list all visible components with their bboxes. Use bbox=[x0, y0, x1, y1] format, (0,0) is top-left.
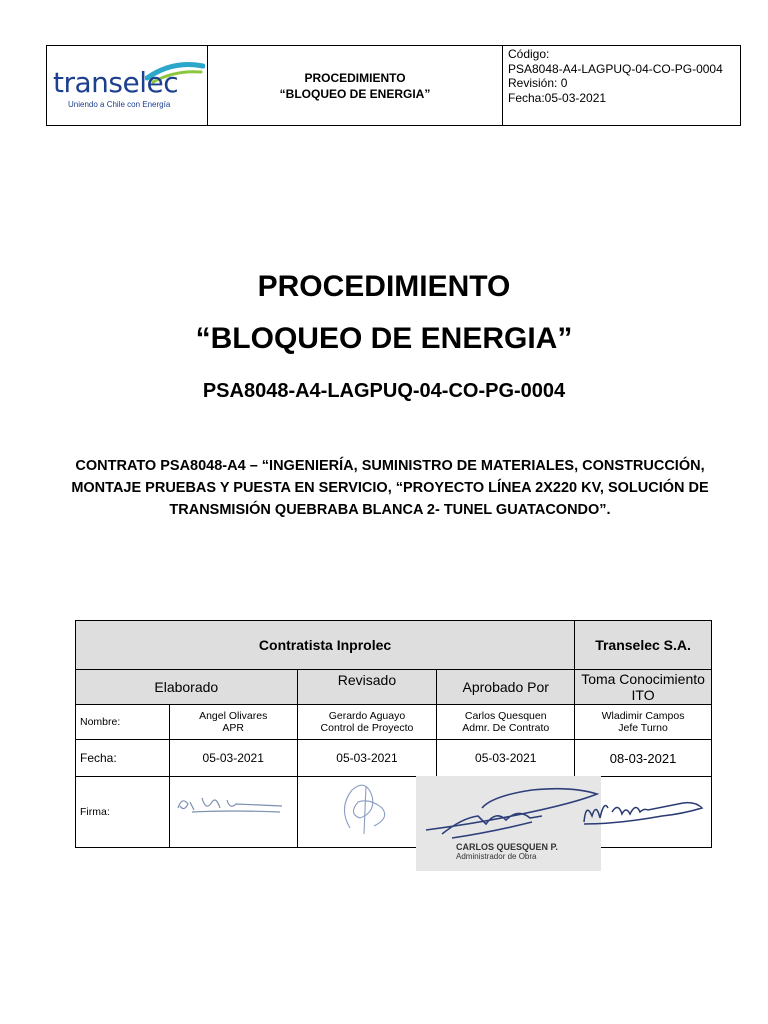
signer-name: Angel Olivares bbox=[199, 710, 268, 722]
header-code-value: PSA8048-A4-LAGPUQ-04-CO-PG-0004 bbox=[508, 61, 723, 76]
date-ito: 08-03-2021 bbox=[575, 740, 712, 777]
signer-name: Gerardo Aguayo bbox=[328, 710, 406, 722]
signer-ito bbox=[575, 705, 712, 740]
contract-description: CONTRATO PSA8048-A4 – “INGENIERÍA, SUMINISTRO DE MATERIALES, CONSTRUCCIÓN, MONTAJE PRUEBAS Y PUESTA EN SERVICIO, “PROYECTO LÍNEA 2X220 KV, SOLUCIÓN DE TRANSMISIÓN QUEBRABA BLANCA 2- TUNEL GUATACONDO”. bbox=[71, 458, 709, 518]
main-title: PROCEDIMIENTO bbox=[257, 270, 511, 303]
signature-label: Firma: bbox=[76, 777, 170, 848]
header-date: Fecha:05-03-2021 bbox=[508, 90, 607, 105]
stamp-name: CARLOS QUESQUEN P. bbox=[456, 842, 558, 852]
signer-role: Jefe Turno bbox=[618, 722, 668, 734]
role-elaborado: Elaborado bbox=[76, 670, 298, 705]
header-title-line1: PROCEDIMIENTO bbox=[304, 70, 406, 85]
signer-aprobado bbox=[437, 705, 575, 740]
signature-ito-icon bbox=[578, 792, 708, 832]
document-header bbox=[46, 45, 741, 126]
client-header: Transelec S.A. bbox=[575, 621, 712, 670]
signer-elaborado bbox=[169, 705, 297, 740]
transelec-logo bbox=[47, 46, 208, 125]
signer-name: Carlos Quesquen bbox=[464, 710, 547, 722]
signer-role: APR bbox=[222, 722, 244, 734]
header-title bbox=[208, 46, 503, 125]
signer-role: Admr. De Contrato bbox=[462, 722, 550, 734]
signer-role: Control de Proyecto bbox=[320, 722, 414, 734]
header-title-line2: “BLOQUEO DE ENERGIA” bbox=[279, 86, 431, 101]
date-revisado: 05-03-2021 bbox=[297, 740, 437, 777]
logo-wordmark: transelec bbox=[53, 66, 179, 99]
role-aprobado: Aprobado Por bbox=[437, 670, 575, 705]
signer-name: Wladimir Campos bbox=[601, 710, 685, 722]
signature-elaborado-icon bbox=[172, 790, 287, 822]
main-subtitle: “BLOQUEO DE ENERGIA” bbox=[195, 322, 573, 355]
contractor-header: Contratista Inprolec bbox=[76, 621, 575, 670]
name-label: Nombre: bbox=[76, 705, 170, 740]
role-revisado: Revisado bbox=[297, 670, 437, 705]
date-elaborado: 05-03-2021 bbox=[169, 740, 297, 777]
header-revision: Revisión: 0 bbox=[508, 76, 568, 90]
signer-revisado bbox=[297, 705, 437, 740]
signature-revisado-icon bbox=[330, 778, 400, 840]
signature-aprobado-icon bbox=[422, 786, 602, 846]
logo-tagline: Uniendo a Chile con Energía bbox=[68, 100, 171, 109]
stamp-title: Administrador de Obra bbox=[456, 852, 537, 861]
date-label: Fecha: bbox=[76, 740, 170, 777]
document-code: PSA8048-A4-LAGPUQ-04-CO-PG-0004 bbox=[202, 380, 566, 402]
role-toma-conocimiento: Toma Conocimiento ITO bbox=[575, 670, 712, 705]
header-meta bbox=[503, 46, 740, 125]
header-code-label: Código: bbox=[508, 47, 550, 61]
date-aprobado: 05-03-2021 bbox=[437, 740, 575, 777]
